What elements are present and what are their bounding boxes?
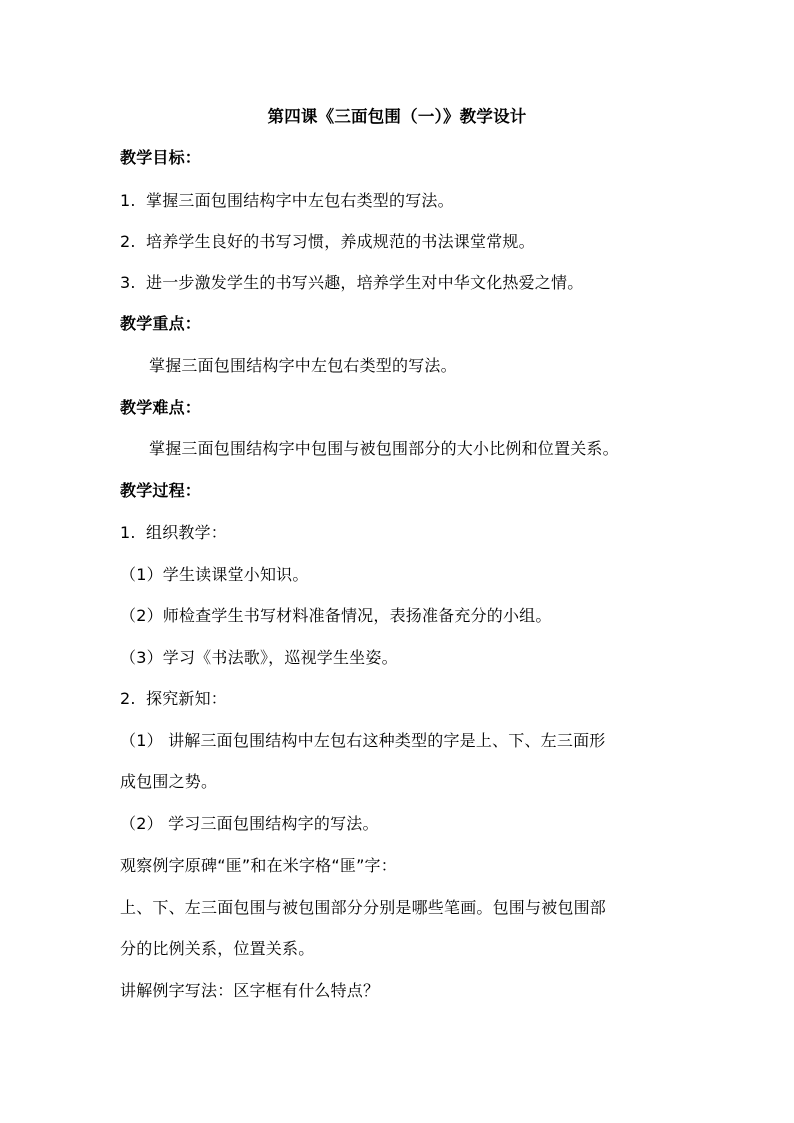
process-line: （1） 讲解三面包围结构中左包右这种类型的字是上、下、左三面形: [120, 731, 606, 750]
objective-text: 进一步激发学生的书写兴趣，培养学生对中华文化热爱之情。: [146, 273, 584, 292]
key-point-text: 掌握三面包围结构字中左包右类型的写法。: [149, 356, 457, 375]
process-step-text: 组织教学：: [146, 523, 228, 542]
objectives-heading: 教学目标：: [120, 148, 202, 167]
objective-text: 掌握三面包围结构字中左包右类型的写法。: [146, 191, 454, 210]
objective-number: 3.: [120, 273, 136, 292]
document-title: 第四课《三面包围（一）》教学设计: [267, 107, 527, 126]
process-line: 观察例字原碑“匪”和在米字格“匪”字：: [120, 856, 397, 875]
objective-item: [120, 273, 583, 293]
process-line: （2） 学习三面包围结构字的写法。: [120, 814, 379, 833]
process-step: [120, 523, 227, 543]
process-sub-item: （3）学习《书法歌》，巡视学生坐姿。: [120, 648, 398, 667]
process-line: 分的比例关系，位置关系。: [120, 939, 315, 958]
objective-text: 培养学生良好的书写习惯，养成规范的书法课堂常规。: [146, 232, 535, 251]
objective-number: 1.: [120, 191, 136, 210]
process-step-text: 探究新知：: [146, 689, 228, 708]
objective-item: [120, 191, 454, 211]
key-point-heading: 教学重点：: [120, 314, 202, 333]
process-step-number: 2.: [120, 689, 136, 708]
difficulty-heading: 教学难点：: [120, 398, 202, 417]
process-step: [120, 689, 227, 709]
process-line: 上、下、左三面包围与被包围部分分别是哪些笔画。包围与被包围部: [120, 898, 607, 917]
objective-item: [120, 232, 535, 252]
process-heading: 教学过程：: [120, 481, 202, 500]
process-line: 讲解例字写法：区字框有什么特点？: [120, 981, 380, 1000]
process-step-number: 1.: [120, 523, 136, 542]
difficulty-text: 掌握三面包围结构字中包围与被包围部分的大小比例和位置关系。: [149, 439, 619, 458]
process-sub-item: （1）学生读课堂小知识。: [120, 565, 309, 584]
process-line: 成包围之势。: [120, 772, 218, 791]
objective-number: 2.: [120, 232, 136, 251]
process-sub-item: （2）师检查学生书写材料准备情况，表扬准备充分的小组。: [120, 606, 552, 625]
